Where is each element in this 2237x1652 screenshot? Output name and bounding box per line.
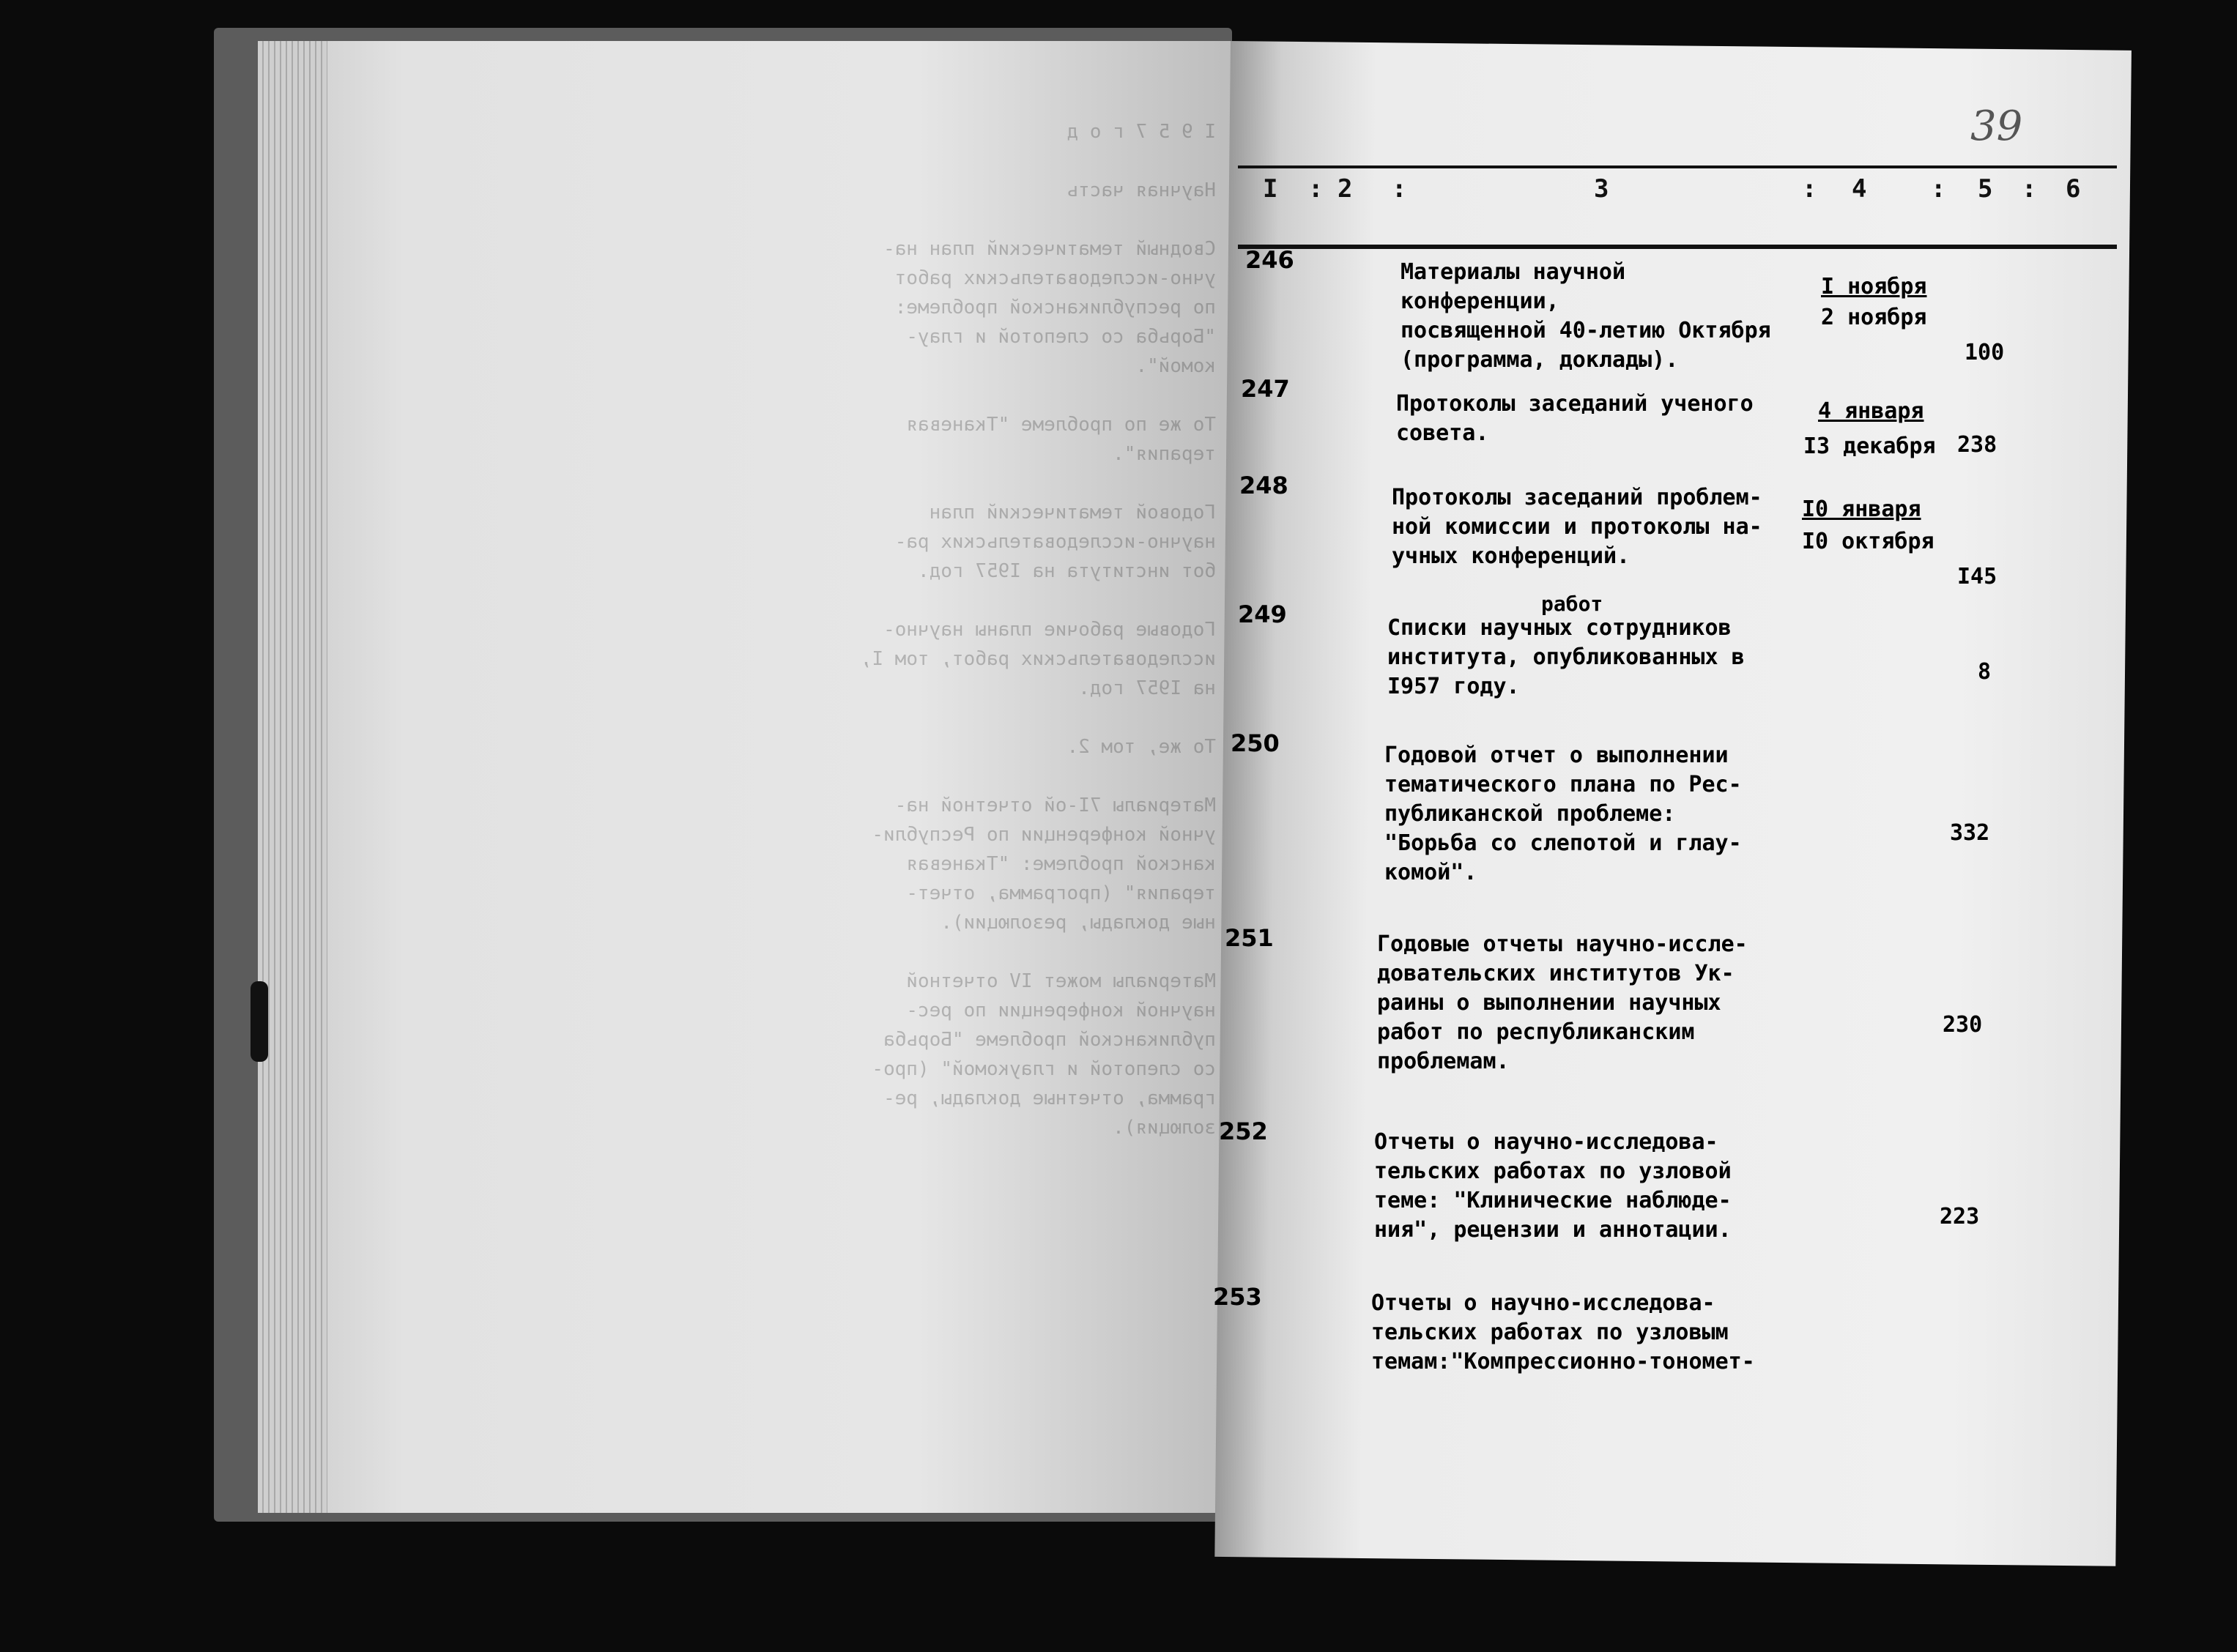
column-header-2: 2 — [1338, 174, 1353, 204]
row-title: Материалы научной конференции, посвященной 40-летию Октября (программа, доклады). — [1401, 259, 1771, 373]
column-header-5: 5 — [1978, 174, 1993, 204]
row-sheets: 238 — [1957, 432, 1997, 458]
ghost-text-block: Научная часть — [1066, 179, 1216, 201]
row-number: 251 — [1225, 924, 1274, 952]
row-title: Списки научных сотрудников института, опубликованных в I957 году. — [1387, 615, 1745, 699]
row-title: Годовой отчет о выполнении тематического плана по Рес- публиканской проблеме: "Борьба со слепотой и глау- комой". — [1384, 743, 1742, 885]
ghost-text-block: Сводный тематический план на- учно-исследовательских работ по республиканской проблеме: "Борьба со слепотой и глау- комой". — [883, 238, 1216, 377]
column-separator: : — [1802, 174, 1817, 204]
row-number: 252 — [1219, 1117, 1268, 1145]
header-rule-bottom — [1238, 245, 2117, 249]
row-number: 247 — [1241, 375, 1290, 403]
ghost-text-block: Материалы может IV отчетной научной конференции по рес- публиканской проблеме "Борьба со слепотой и глаукомой" (про- грамма, отчетные доклады, ре- золюция). — [872, 970, 1216, 1139]
column-header-4: 4 — [1852, 174, 1867, 204]
row-date-start: 4 января — [1818, 398, 1924, 424]
row-sheets: 100 — [1965, 340, 2005, 365]
row-number: 246 — [1245, 246, 1294, 274]
row-date-start: I ноября — [1821, 274, 1927, 299]
column-separator: : — [2022, 174, 2037, 204]
column-header-6: 6 — [2066, 174, 2081, 204]
row-title: Протоколы заседаний проблем- ной комиссии и протоколы на- учных конференций. — [1392, 485, 1762, 569]
row-sheets: 8 — [1978, 659, 1992, 685]
ghost-text-block: То же, том 2. — [1066, 736, 1216, 758]
row-number: 250 — [1231, 729, 1280, 757]
row-sheets: 230 — [1943, 1012, 1983, 1038]
column-separator: : — [1931, 174, 1946, 204]
row-date-end: I3 декабря — [1803, 434, 1936, 459]
row-date-start: I0 января — [1802, 496, 1921, 522]
row-insertion: работ — [1541, 592, 1603, 616]
row-sheets: 223 — [1940, 1204, 1980, 1229]
row-date-end: I0 октября — [1802, 529, 1934, 554]
row-number: 248 — [1239, 472, 1288, 499]
row-number: 249 — [1238, 600, 1287, 628]
row-title: Отчеты о научно-исследова- тельских работах по узловым темам:"Компрессионно-тономет- — [1371, 1290, 1755, 1374]
column-separators: : — [1308, 174, 1324, 204]
left-page-bleedthrough-text — [330, 117, 1216, 1435]
column-separator: : — [1392, 174, 1407, 204]
ghost-text-block: Годовой тематический план научно-исследовательских ра- бот института на I957 год. — [894, 502, 1216, 582]
row-title: Отчеты о научно-исследова- тельских работах по узловой теме: "Клинические наблюде- ния", рецензии и аннотации. — [1374, 1129, 1732, 1243]
ghost-text-block: То же по проблеме "Тканевая терапия". — [906, 414, 1216, 465]
row-title: Годовые отчеты научно-иссле- довательских институтов Ук- раины о выполнении научных работ по республиканским проблемам. — [1377, 931, 1748, 1074]
binding-hole — [251, 981, 268, 1062]
row-sheets: I45 — [1957, 564, 1997, 589]
row-number: 253 — [1213, 1283, 1262, 1311]
folio-number: 39 — [1970, 103, 2023, 150]
column-header-3: 3 — [1594, 174, 1609, 204]
ghost-text-block: Годовые рабочие планы научно- исследовательских работ, том I, на I957 год. — [860, 619, 1216, 699]
row-date-end: 2 ноября — [1821, 305, 1927, 330]
header-rule-top — [1238, 165, 2117, 168]
page-edges — [258, 41, 327, 1513]
column-header-1: I — [1263, 174, 1278, 204]
row-title: Протоколы заседаний ученого совета. — [1396, 391, 1754, 446]
ghost-text-block: Материалы 7I-ой отчетной на- учной конференции по Республи- канской проблеме: "Тканевая терапия" (программа, отчет- ные доклады, резолюции). — [872, 795, 1216, 934]
row-sheets: 332 — [1950, 820, 1990, 846]
ghost-text-block: I 9 5 7 г о д — [1066, 121, 1216, 143]
